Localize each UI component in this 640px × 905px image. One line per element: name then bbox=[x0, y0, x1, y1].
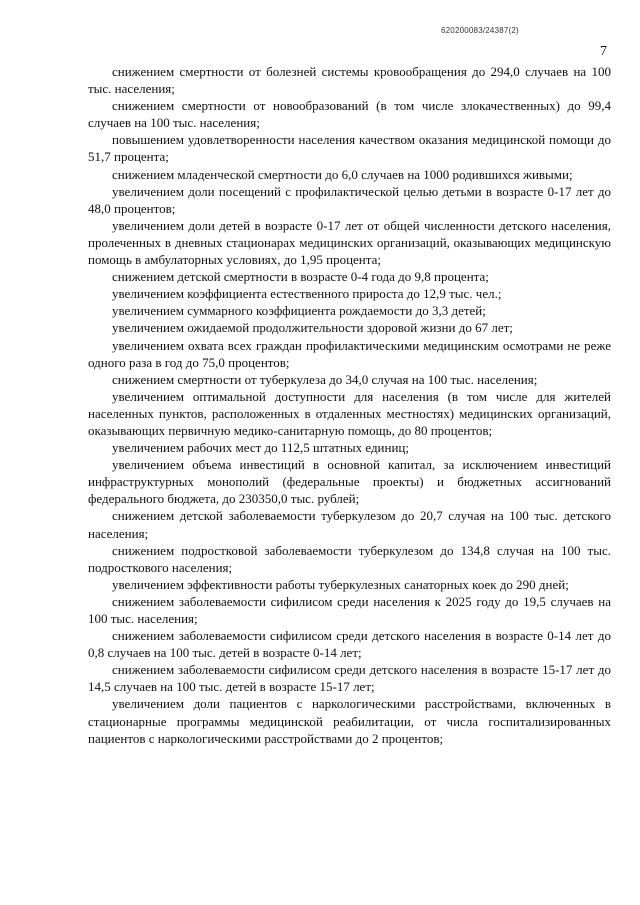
paragraph: увеличением коэффициента естественного прироста до 12,9 тыс. чел.; bbox=[112, 286, 502, 302]
paragraph: снижением смертности от болезней системы кровообращения до 294,0 случаев на 100 тыс. населения; bbox=[88, 64, 611, 97]
page-number: 7 bbox=[600, 44, 607, 59]
paragraph: снижением заболеваемости сифилисом среди детского населения в возрасте 15-17 лет до 14,5 случаев на 100 тыс. детей в возрасте 15-17 лет; bbox=[88, 662, 611, 695]
paragraph: снижением заболеваемости сифилисом среди населения к 2025 году до 19,5 случаев на 100 тыс. населения; bbox=[88, 593, 611, 626]
paragraph: увеличением эффективности работы туберкулезных санаторных коек до 290 дней; bbox=[112, 576, 569, 592]
paragraph: снижением смертности от туберкулеза до 34,0 случая на 100 тыс. населения; bbox=[112, 371, 538, 387]
paragraph: увеличением ожидаемой продолжительности здоровой жизни до 67 лет; bbox=[112, 320, 513, 336]
paragraph: снижением детской заболеваемости туберкулезом до 20,7 случая на 100 тыс. детского населения; bbox=[88, 508, 611, 541]
paragraph: увеличением рабочих мест до 112,5 штатных единиц; bbox=[112, 440, 410, 456]
paragraph: снижением младенческой смертности до 6,0 случаев на 1000 родившихся живыми; bbox=[112, 166, 573, 182]
paragraph: увеличением оптимальной доступности для населения (в том числе для жителей населенных пунктов, расположенных в отдаленных местностях) медицинских организаций, оказывающих первичную медико-санитарную помощь, до 80 процентов; bbox=[88, 388, 611, 438]
paragraph: увеличением охвата всех граждан профилактическими медицинским осмотрами не реже одного раза в год до 75,0 процентов; bbox=[88, 337, 611, 370]
paragraph: увеличением доли посещений с профилактической целью детьми в возрасте 0-17 лет до 48,0 процентов; bbox=[88, 183, 611, 216]
paragraph: снижением смертности от новообразований (в том числе злокачественных) до 99,4 случаев на 100 тыс. населения; bbox=[88, 98, 611, 131]
paragraph: снижением подростковой заболеваемости туберкулезом до 134,8 случая на 100 тыс. подросткового населения; bbox=[88, 542, 611, 575]
paragraph: увеличением доли детей в возрасте 0-17 лет от общей численности детского населения, пролеченных в дневных стационарах медицинских организаций, оказывающих медицинскую помощь в амбулаторных условиях, до 1,95 процента; bbox=[88, 217, 611, 268]
paragraph: повышением удовлетворенности населения качеством оказания медицинской помощи до 51,7 процента; bbox=[88, 132, 611, 165]
paragraph: снижением детской смертности в возрасте 0-4 года до 9,8 процента; bbox=[112, 269, 489, 285]
paragraph: увеличением доли пациентов с наркологическими расстройствами, включенных в стационарные программы медицинской реабилитации, от числа госпитализированных пациентов с наркологическими расстройствами до 2 процентов; bbox=[88, 696, 611, 746]
body-text bbox=[88, 63, 611, 747]
paragraph: увеличением суммарного коэффициента рождаемости до 3,3 детей; bbox=[112, 303, 486, 319]
paragraph: снижением заболеваемости сифилисом среди детского населения в возрасте 0-14 лет до 0,8 случаев на 100 тыс. детей в возрасте 0-14 лет; bbox=[88, 628, 611, 661]
paragraph: увеличением объема инвестиций в основной капитал, за исключением инвестиций инфраструктурных монополий (федеральные проекты) и бюджетных ассигнований федерального бюджета, до 230350,0 тыс. рублей; bbox=[88, 457, 611, 507]
document-id: 620200083/24387(2) bbox=[441, 26, 519, 35]
